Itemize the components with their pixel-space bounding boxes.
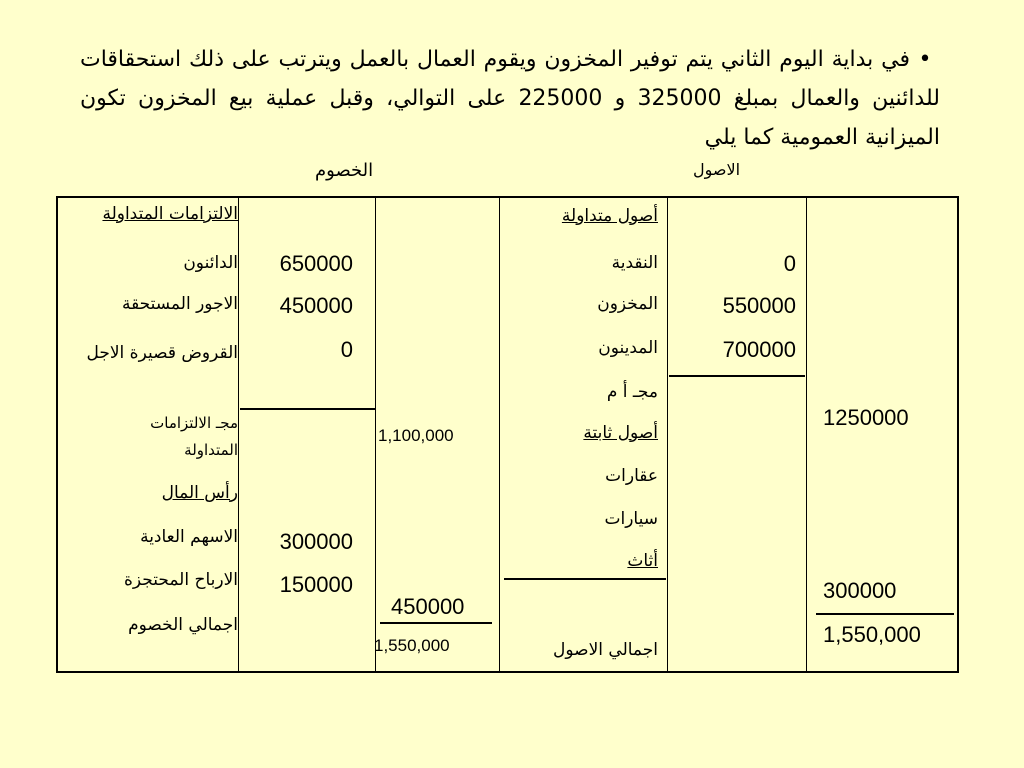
receivables-label: المدينون: [598, 338, 658, 358]
creditors-label: الدائنون: [183, 253, 238, 273]
column-divider: [375, 196, 376, 673]
column-divider: [238, 196, 239, 673]
current-assets-header: أصول متداولة: [561, 206, 658, 226]
current-liabilities-total-value: 1,100,000: [378, 426, 454, 445]
liabilities-heading: الخصوم: [315, 160, 374, 181]
column-divider: [499, 196, 500, 673]
subtotal-rule: [240, 408, 375, 410]
intro-text: في بداية اليوم الثاني يتم توفير المخزون ويقوم العمال بالعمل ويترتب على ذلك استحقاقات للدائنين والعمال بمبلغ 325000 و 225000 على التوالي، وقبل عملية بيع المخزون تكون الميزانية العمومية كما يلي: [80, 47, 940, 150]
furniture-label: أثاث: [627, 551, 658, 571]
retained-earnings-label: الارباح المحتجزة: [123, 570, 238, 590]
assets-heading: الاصول: [693, 160, 741, 179]
inventory-label: المخزون: [597, 294, 658, 314]
column-divider: [806, 196, 807, 673]
subtotal-rule: [816, 613, 954, 615]
total-assets-label: اجمالي الاصول: [553, 640, 658, 660]
fixed-assets-total-value: 300000: [823, 578, 897, 603]
table-right-border: [957, 196, 959, 673]
bullet-icon: •: [918, 47, 932, 72]
table-bottom-border: [56, 671, 959, 673]
subtotal-rule: [669, 375, 805, 377]
intro-paragraph: [80, 40, 940, 157]
accrued-wages-value: 450000: [279, 293, 353, 318]
total-liabilities-label: اجمالي الخصوم: [128, 615, 238, 635]
current-assets-total-label: مجـ أ م: [606, 382, 658, 402]
inventory-value: 550000: [722, 293, 796, 318]
table-top-border: [56, 196, 959, 198]
table-left-border: [56, 196, 58, 673]
receivables-value: 700000: [722, 337, 796, 362]
current-liabilities-total-label: مجـ الالتزامات المتداولة: [150, 414, 238, 459]
common-stock-label: الاسهم العادية: [140, 527, 238, 547]
short-term-loans-value: 0: [340, 337, 353, 362]
common-stock-value: 300000: [279, 529, 353, 554]
total-assets-value: 1,550,000: [823, 622, 921, 647]
creditors-value: 650000: [279, 251, 353, 276]
retained-earnings-value: 150000: [279, 572, 353, 597]
fixed-assets-header: أصول ثابتة: [583, 423, 658, 443]
total-liabilities-value: 1,550,000: [374, 636, 450, 655]
accrued-wages-label: الاجور المستحقة: [121, 294, 238, 314]
short-term-loans-label: القروض قصيرة الاجل: [86, 343, 238, 363]
real-estate-label: عقارات: [605, 466, 658, 486]
capital-header: رأس المال: [161, 483, 238, 503]
column-divider: [667, 196, 668, 673]
subtotal-rule: [504, 578, 666, 580]
current-assets-total-value: 1250000: [823, 405, 909, 430]
current-liabilities-header: الالتزامات المتداولة: [102, 204, 238, 224]
cars-label: سيارات: [604, 509, 658, 529]
subtotal-rule: [380, 622, 492, 624]
cash-value: 0: [783, 251, 796, 276]
cash-label: النقدية: [611, 253, 658, 273]
capital-total-value: 450000: [391, 594, 465, 619]
